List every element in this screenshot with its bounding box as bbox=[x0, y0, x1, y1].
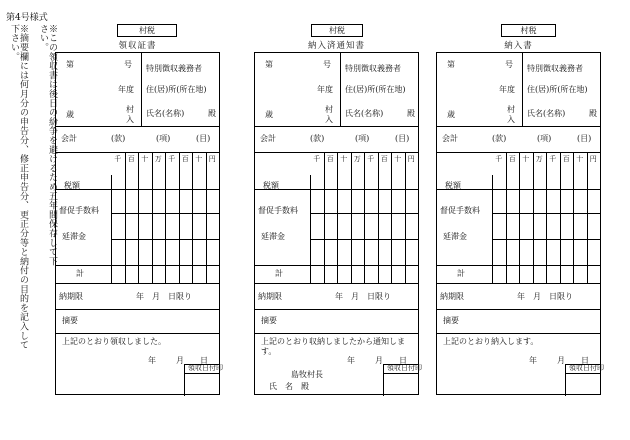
digit-divider bbox=[391, 152, 392, 283]
form-title: 納入書 bbox=[504, 41, 533, 51]
name-label: 氏名(名称) bbox=[146, 109, 185, 118]
digit-divider bbox=[179, 152, 180, 283]
digit-divider bbox=[519, 152, 520, 283]
form-body bbox=[436, 52, 604, 395]
kou-label: (項) bbox=[537, 134, 552, 143]
dunning-fee-label: 督促手数料 bbox=[59, 206, 99, 215]
due-date-value: 年 月 日限り bbox=[335, 292, 391, 301]
village-label: 村 bbox=[126, 105, 134, 114]
kou-label: (項) bbox=[355, 134, 370, 143]
digit-unit-label: 百 bbox=[380, 155, 388, 163]
year-label: 年度 bbox=[499, 85, 515, 94]
number-label: 第 bbox=[66, 60, 74, 69]
digit-divider bbox=[206, 152, 207, 283]
digit-divider bbox=[364, 152, 365, 283]
special-collector-label: 特別徴収義務者 bbox=[527, 64, 583, 73]
stamp-label: 領収日付印 bbox=[569, 364, 604, 372]
late-fee-label: 延滞金 bbox=[443, 232, 467, 241]
footer-year: 年 bbox=[529, 356, 537, 365]
footer-day: 日 bbox=[399, 356, 407, 365]
due-date-value: 年 月 日限り bbox=[517, 292, 573, 301]
digit-unit-label: 円 bbox=[208, 155, 216, 163]
moku-label: (目) bbox=[577, 134, 592, 143]
digit-unit-label: 百 bbox=[127, 155, 135, 163]
year-label: 年度 bbox=[118, 85, 134, 94]
footer-year: 年 bbox=[347, 356, 355, 365]
entry-label: 入 bbox=[507, 115, 515, 124]
digit-unit-label: 十 bbox=[195, 155, 203, 163]
footer-month: 月 bbox=[375, 356, 383, 365]
summary-label: 摘要 bbox=[62, 316, 78, 325]
retention-note: ※この領収書は後日の紛争を避けるため五年間保存して下さい。 bbox=[38, 24, 57, 266]
digit-unit-label: 十 bbox=[576, 155, 584, 163]
tax-amount-label: 税額 bbox=[445, 181, 461, 190]
summary-label: 摘要 bbox=[443, 316, 459, 325]
number-suffix: 号 bbox=[124, 60, 132, 69]
digit-unit-label: 万 bbox=[535, 155, 543, 163]
digit-unit-label: 千 bbox=[313, 155, 321, 163]
moku-label: (目) bbox=[196, 134, 211, 143]
footer-month: 月 bbox=[557, 356, 565, 365]
special-collector-label: 特別徴収義務者 bbox=[146, 64, 202, 73]
digit-divider bbox=[405, 152, 406, 283]
moku-label: (目) bbox=[395, 134, 410, 143]
digit-unit-label: 百 bbox=[562, 155, 570, 163]
digit-divider bbox=[125, 152, 126, 283]
number-label: 第 bbox=[447, 60, 455, 69]
number-label: 第 bbox=[265, 60, 273, 69]
digit-unit-label: 円 bbox=[589, 155, 597, 163]
digit-divider bbox=[337, 152, 338, 283]
digit-divider bbox=[165, 152, 166, 283]
honorific-label: 殿 bbox=[407, 109, 415, 118]
kan-label: (款) bbox=[111, 134, 126, 143]
form-number: 第4号様式 bbox=[6, 13, 48, 23]
dunning-fee-label: 督促手数料 bbox=[258, 206, 298, 215]
due-date-label: 納期限 bbox=[258, 292, 282, 301]
name-label: 氏名(名称) bbox=[345, 109, 384, 118]
digit-unit-label: 千 bbox=[367, 155, 375, 163]
digit-divider bbox=[560, 152, 561, 283]
age-label: 歳 bbox=[265, 110, 273, 119]
digit-divider bbox=[152, 152, 153, 283]
dunning-fee-label: 督促手数料 bbox=[440, 206, 480, 215]
digit-divider bbox=[192, 152, 193, 283]
honorific-label: 殿 bbox=[589, 109, 597, 118]
tax-amount-label: 税額 bbox=[64, 181, 80, 190]
address-label: 住(居)所(所在地) bbox=[527, 85, 588, 94]
tax-label-box: 村税 bbox=[501, 24, 556, 37]
due-date-label: 納期限 bbox=[59, 292, 83, 301]
digit-unit-label: 千 bbox=[168, 155, 176, 163]
stamp-label: 領収日付印 bbox=[387, 364, 422, 372]
digit-unit-label: 千 bbox=[114, 155, 122, 163]
digit-divider bbox=[573, 152, 574, 283]
tax-amount-label: 税額 bbox=[263, 181, 279, 190]
footer-day: 日 bbox=[581, 356, 589, 365]
digit-unit-label: 千 bbox=[495, 155, 503, 163]
number-suffix: 号 bbox=[505, 60, 513, 69]
tax-form-3 bbox=[436, 24, 604, 395]
digit-unit-label: 十 bbox=[141, 155, 149, 163]
village-label: 村 bbox=[507, 105, 515, 114]
tax-form-2 bbox=[254, 24, 422, 395]
age-label: 歳 bbox=[66, 110, 74, 119]
digit-unit-label: 万 bbox=[353, 155, 361, 163]
footer-day: 日 bbox=[200, 356, 208, 365]
special-collector-label: 特別徴収義務者 bbox=[345, 64, 401, 73]
digit-unit-label: 百 bbox=[508, 155, 516, 163]
footer-text: 上記のとおり納入します。 bbox=[443, 337, 539, 346]
digit-unit-label: 百 bbox=[326, 155, 334, 163]
digit-unit-label: 万 bbox=[154, 155, 162, 163]
digit-divider bbox=[533, 152, 534, 283]
total-label: 計 bbox=[275, 269, 283, 278]
name-label: 氏名(名称) bbox=[527, 109, 566, 118]
tax-form-1 bbox=[55, 24, 223, 395]
total-label: 計 bbox=[457, 269, 465, 278]
digit-divider bbox=[378, 152, 379, 283]
village-label: 村 bbox=[325, 105, 333, 114]
entry-label: 入 bbox=[126, 115, 134, 124]
digit-unit-label: 百 bbox=[181, 155, 189, 163]
year-label: 年度 bbox=[317, 85, 333, 94]
footer-month: 月 bbox=[176, 356, 184, 365]
digit-divider bbox=[546, 152, 547, 283]
honorific-label: 殿 bbox=[208, 109, 216, 118]
total-label: 計 bbox=[76, 269, 84, 278]
form-title: 納入済通知書 bbox=[307, 41, 365, 51]
kou-label: (項) bbox=[156, 134, 171, 143]
digit-divider bbox=[351, 152, 352, 283]
kan-label: (款) bbox=[492, 134, 507, 143]
footer-year: 年 bbox=[148, 356, 156, 365]
address-label: 住(居)所(所在地) bbox=[345, 85, 406, 94]
digit-unit-label: 十 bbox=[522, 155, 530, 163]
kan-label: (款) bbox=[310, 134, 325, 143]
summary-label: 摘要 bbox=[261, 316, 277, 325]
footer-text: 上記のとおり領収しました。 bbox=[62, 337, 166, 346]
tax-label-box: 村税 bbox=[311, 24, 363, 37]
late-fee-label: 延滞金 bbox=[62, 232, 86, 241]
mayor-name: 氏 名 殿 bbox=[269, 382, 309, 391]
footer-text: 上記のとおり収納しましたから通知します。 bbox=[261, 337, 405, 356]
digit-divider bbox=[506, 152, 507, 283]
entry-label: 入 bbox=[325, 115, 333, 124]
digit-divider bbox=[138, 152, 139, 283]
account-label: 会計 bbox=[442, 134, 458, 143]
stamp-label: 領収日付印 bbox=[188, 364, 223, 372]
account-label: 会計 bbox=[260, 134, 276, 143]
late-fee-label: 延滞金 bbox=[261, 232, 285, 241]
address-label: 住(居)所(所在地) bbox=[146, 85, 207, 94]
form-title: 領収証書 bbox=[118, 41, 157, 51]
digit-divider bbox=[324, 152, 325, 283]
account-label: 会計 bbox=[61, 134, 77, 143]
digit-unit-label: 十 bbox=[394, 155, 402, 163]
summary-note: ※摘要欄には何月分の申告分、修正申告分、更正分等と納付の目的を記入して下さい。 bbox=[9, 24, 28, 350]
digit-divider bbox=[587, 152, 588, 283]
due-date-value: 年 月 日限り bbox=[136, 292, 192, 301]
tax-label-box: 村税 bbox=[117, 24, 177, 37]
digit-unit-label: 千 bbox=[549, 155, 557, 163]
form-body bbox=[254, 52, 422, 395]
digit-unit-label: 十 bbox=[340, 155, 348, 163]
mayor-title: 島牧村長 bbox=[291, 370, 323, 379]
due-date-label: 納期限 bbox=[440, 292, 464, 301]
digit-unit-label: 円 bbox=[407, 155, 415, 163]
form-body bbox=[55, 52, 223, 395]
age-label: 歳 bbox=[447, 110, 455, 119]
number-suffix: 号 bbox=[323, 60, 331, 69]
